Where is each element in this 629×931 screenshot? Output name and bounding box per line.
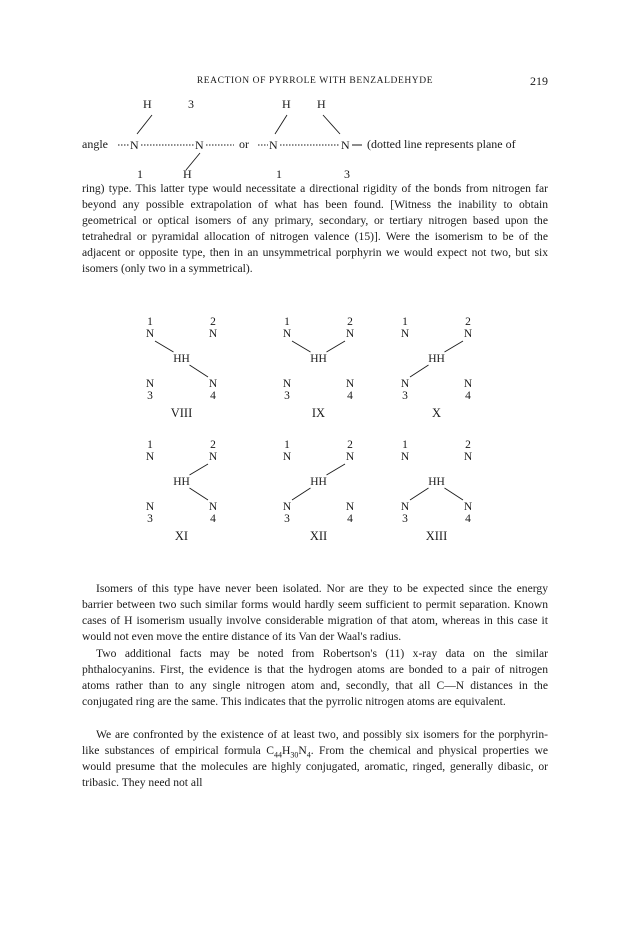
angle-right-top-h2: H — [317, 97, 326, 111]
isomer-x-n-3: N — [400, 378, 410, 390]
isomer-xiii-bond-hh-n4 — [445, 488, 464, 500]
paragraph-robertson-xray: Two additional facts may be noted from Robertson's (11) x-ray data on the similar phthalocyanins. First, the evidence is that the hydrogen atoms are bonded to a pair of nitrogen atoms rather than to any single nitrogen atom and, secondly, that all C—N distances in the conjugated ring are the same. This indicates that the pyrrolic nitrogen atoms are equivalent. — [82, 647, 548, 708]
angle-left-n3: N — [195, 138, 204, 152]
isomer-ix-n-3: N — [282, 378, 292, 390]
isomer-xii-n-1: N — [282, 451, 292, 463]
angle-left-top-3: 3 — [188, 97, 194, 111]
angle-left-top-h: H — [143, 97, 152, 111]
isomer-xii-n-4: N — [345, 501, 355, 513]
formula-nitrogen-count: 4 — [306, 750, 311, 760]
isomer-viii-pos-1: 1 — [147, 316, 153, 328]
isomer-xiii-pos-1: 1 — [402, 439, 408, 451]
isomer-viii-bond-hh-n1 — [155, 341, 174, 352]
angle-left-bottom-h: H — [183, 167, 192, 181]
isomer-viii-bond-hh-n4 — [190, 365, 209, 377]
angle-left-bottom-1: 1 — [137, 167, 143, 181]
angle-right-bottom-3: 3 — [344, 167, 350, 181]
formula-carbon-count: 44 — [273, 750, 282, 760]
isomer-xi-n-4: N — [208, 501, 218, 513]
isomer-ix-bond-hh-n2 — [327, 341, 346, 352]
isomer-xiii-n-1: N — [400, 451, 410, 463]
isomer-xi-n-3: N — [145, 501, 155, 513]
angle-lead-word: angle — [82, 137, 108, 151]
running-title: REACTION OF PYRROLE WITH BENZALDEHYDE — [196, 76, 434, 86]
isomer-ix-n-4: N — [345, 378, 355, 390]
isomer-x-n-1: N — [400, 328, 410, 340]
isomer-x-label: X — [431, 406, 442, 420]
isomer-x-bond-hh-n2 — [445, 341, 464, 352]
isomer-x-pos-1: 1 — [402, 316, 408, 328]
isomer-x-pos-3: 3 — [402, 390, 408, 402]
paragraph-ring-type: ring) type. This latter type would necessitate a directional rigidity of the bonds from nitrogen far beyond any possible extrapolation of what has been found. [Witness the inability to obtain geometrical or optical isomers of any primary, secondary, or tertiary nitrogen based upon the tetrahedral or pyramidal allocation of nitrogen valence (15)]. Were the isomerism to be of the adjacent or opposite type, then in an unsymmetrical porphyrin we would expect not two, but six isomers (only two in a symmetrical). — [82, 182, 548, 275]
isomer-viii-n-2: N — [208, 328, 218, 340]
isomer-xiii-n-4: N — [463, 501, 473, 513]
isomer-viii-pos-4: 4 — [210, 390, 216, 402]
isomer-xii-label: XII — [309, 529, 328, 543]
paragraph-empirical-formula-start: We are confronted by the existence of at least two, and possibly six isomers for the porphyrin-like substances of empirical formula — [82, 728, 548, 757]
empirical-formula — [266, 744, 311, 760]
isomer-viii-n-4: N — [208, 378, 218, 390]
isomer-ix-n-2: N — [345, 328, 355, 340]
page-number: 219 — [530, 74, 548, 88]
isomer-viii-n-1: N — [145, 328, 155, 340]
isomer-xiii-pos-2: 2 — [465, 439, 471, 451]
isomer-viii-hh: HH — [173, 353, 190, 365]
isomer-xiii-pos-4: 4 — [465, 513, 471, 525]
isomer-xiii-pos-3: 3 — [402, 513, 408, 525]
isomer-xii-pos-1: 1 — [284, 439, 290, 451]
isomer-xi-pos-3: 3 — [147, 513, 153, 525]
isomer-xii-hh: HH — [310, 476, 327, 488]
isomer-ix-bond-hh-n1 — [292, 341, 311, 352]
isomer-x-bond-hh-n3 — [410, 365, 429, 377]
isomer-xii-n-3: N — [282, 501, 292, 513]
angle-left-n1: N — [130, 138, 139, 152]
isomer-xiii-label: XIII — [425, 529, 448, 543]
isomer-ix-label: IX — [311, 406, 326, 420]
angle-right-top-h1: H — [282, 97, 291, 111]
isomer-x-pos-2: 2 — [465, 316, 471, 328]
angle-trailing-note: (dotted line represents plane of — [367, 137, 516, 151]
formula-carbon: C — [266, 744, 274, 757]
isomer-viii-label: VIII — [170, 406, 193, 420]
isomer-ix-n-1: N — [282, 328, 292, 340]
isomer-xi-n-1: N — [145, 451, 155, 463]
paragraph-empirical-formula-end: . From the chemical and physical properties we would presume that the molecules are highly conjugated, aromatic, ringed, generally dibasic, or tribasic. They need not all — [82, 744, 548, 789]
isomer-x-pos-4: 4 — [465, 390, 471, 402]
isomer-xi-hh: HH — [173, 476, 190, 488]
isomer-viii-n-3: N — [145, 378, 155, 390]
isomer-x-n-2: N — [463, 328, 473, 340]
isomer-xii-bond-hh-n2 — [327, 464, 346, 475]
isomer-xi-pos-1: 1 — [147, 439, 153, 451]
isomer-xi-label: XI — [174, 529, 189, 543]
paragraph-isomers-not-isolated: Isomers of this type have never been isolated. Nor are they to be expected since the energy barrier between two such similar forms would hardly seem sufficient to permit separation. Known cases of H isomerism usually involve considerable migration of that atom, whereas in this case it would not even move the entire distance of its Van der Waal's radius. — [82, 582, 548, 643]
isomer-viii-pos-3: 3 — [147, 390, 153, 402]
isomer-xi-bond-hh-n4 — [190, 488, 209, 500]
isomer-x-n-4: N — [463, 378, 473, 390]
isomer-xi-bond-hh-n2 — [190, 464, 209, 475]
isomer-xii-pos-3: 3 — [284, 513, 290, 525]
angle-or: or — [239, 137, 249, 151]
isomer-x-hh: HH — [428, 353, 445, 365]
isomer-xii-pos-4: 4 — [347, 513, 353, 525]
isomer-xi-pos-2: 2 — [210, 439, 216, 451]
isomer-ix-hh: HH — [310, 353, 327, 365]
isomer-ix-pos-3: 3 — [284, 390, 290, 402]
angle-right-n1: N — [269, 138, 278, 152]
isomer-viii-pos-2: 2 — [210, 316, 216, 328]
paragraph-empirical-formula — [82, 727, 548, 791]
isomer-xii-n-2: N — [345, 451, 355, 463]
angle-right-bottom-1: 1 — [276, 167, 282, 181]
isomer-xiii-hh: HH — [428, 476, 445, 488]
isomer-xiii-bond-hh-n3 — [410, 488, 429, 500]
isomer-xi-n-2: N — [208, 451, 218, 463]
angle-right-n3: N — [341, 138, 350, 152]
isomer-xi-pos-4: 4 — [210, 513, 216, 525]
isomer-ix-pos-1: 1 — [284, 316, 290, 328]
isomer-xiii-n-2: N — [463, 451, 473, 463]
formula-nitrogen: N — [298, 744, 307, 757]
isomer-xii-pos-2: 2 — [347, 439, 353, 451]
formula-hydrogen-count: 30 — [290, 750, 299, 760]
formula-hydrogen: H — [281, 744, 291, 757]
isomer-xiii-n-3: N — [400, 501, 410, 513]
isomer-ix-pos-4: 4 — [347, 390, 353, 402]
isomer-ix-pos-2: 2 — [347, 316, 353, 328]
isomer-xii-bond-hh-n3 — [292, 488, 311, 500]
